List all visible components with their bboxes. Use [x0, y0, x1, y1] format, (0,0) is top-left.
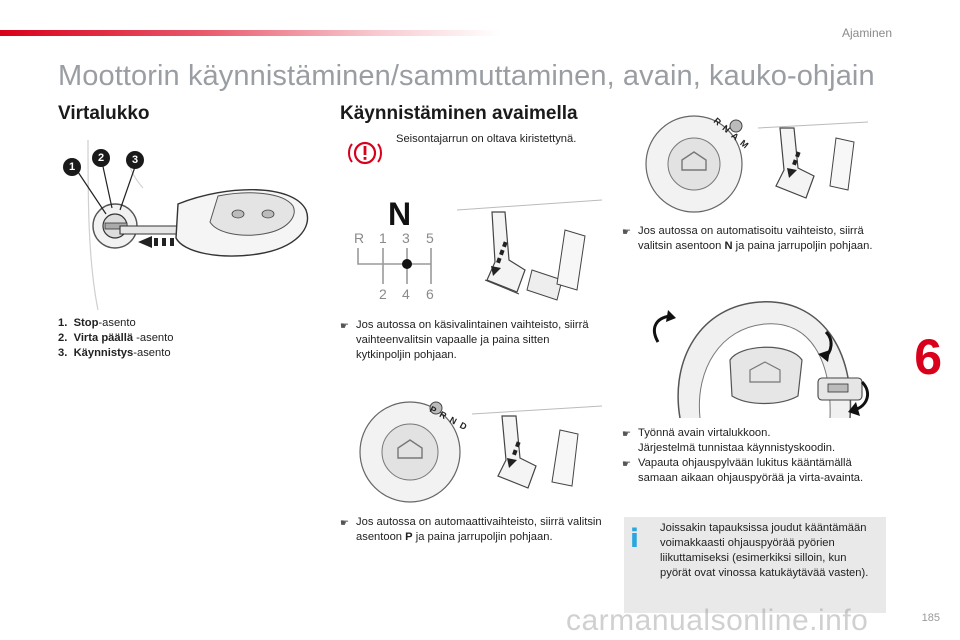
start-steps-list [622, 426, 884, 486]
page-number: 185 [921, 612, 940, 624]
selector-n-letters: R N A M [711, 115, 751, 151]
arrow-bullet-icon: ☛ [622, 227, 631, 238]
info-text: Joissakin tapauksissa joudut kääntämään voimakkaasti ohjauspyörää pyörien liikuttamiseksi (esimerkiksi silloin, kun pyörät ovat vinossa katukäytävää vasten). [660, 522, 869, 579]
gear-label-r: R [354, 230, 365, 246]
kaynnistaminen-heading: Käynnistäminen avaimella [340, 103, 578, 124]
gear-selected-label: N [388, 196, 412, 232]
virtalukko-heading: Virtalukko [58, 103, 150, 124]
gear-label-5: 5 [426, 230, 434, 246]
position-item-virta: 2. Virta päällä -asento [58, 332, 174, 344]
gear-label-3: 3 [402, 230, 410, 246]
automatic-selector-p-illustration [358, 396, 473, 496]
header-accent-bar [0, 30, 500, 36]
ignition-positions-list [58, 316, 298, 361]
clutch-pedal-illustration [457, 200, 602, 305]
automatic-gearbox-instruction: ☛ Jos autossa on automaattivaihteisto, siirrä valitsin asentoon P ja paina jarrupoljin pohjaan. [340, 516, 602, 543]
warning-text: Seisontajarrun on oltava kiristettynä. [396, 133, 577, 145]
automated-gearbox-instruction: ☛ Jos autossa on automatisoitu vaihteisto, siirrä valitsin asentoon N ja paina jarrupoljin pohjaan. [622, 225, 873, 252]
gear-shift-pattern [350, 230, 450, 300]
position-item-kaynnistys: 3. Käynnistys-asento [58, 347, 171, 359]
page-title: Moottorin käynnistäminen/sammuttaminen, avain, kauko-ohjain [58, 60, 875, 92]
arrow-bullet-icon: ☛ [340, 321, 349, 332]
gear-label-4: 4 [402, 286, 410, 302]
callout-3-badge: 3 [126, 151, 144, 169]
manual-gearbox-instruction: ☛ Jos autossa on käsivalintainen vaihteisto, siirrä vaihteenvalitsin vapaalle ja paina sitten kytkinpoljin pohjaan. [340, 319, 589, 361]
selector-p-letters: P R N D [428, 404, 469, 432]
position-item-stop: 1. Stop-asento [58, 317, 136, 329]
callout-1-badge: 1 [63, 158, 81, 176]
brake-pedal-illustration-p [472, 402, 602, 497]
arrow-bullet-icon: ☛ [622, 459, 631, 470]
warning-icon [347, 140, 383, 166]
chapter-number: 6 [914, 329, 942, 385]
steering-wheel-illustration [640, 300, 885, 418]
info-icon: i [630, 524, 639, 554]
gear-label-1: 1 [379, 230, 387, 246]
step-insert-key: ☛ Työnnä avain virtalukkoon. Järjestelmä tunnistaa käynnistyskoodin. [622, 427, 836, 454]
gear-pattern-lines [350, 230, 450, 302]
section-title: Ajaminen [841, 26, 892, 40]
arrow-bullet-icon: ☛ [622, 429, 631, 440]
gear-label-2: 2 [379, 286, 387, 302]
watermark: carmanualsonline.info [566, 604, 869, 637]
step-release-lock: ☛ Vapauta ohjauspylvään lukitus kääntämällä samaan aikaan ohjauspyörää ja virta-avainta. [622, 457, 864, 484]
callout-2-badge: 2 [92, 149, 110, 167]
gear-label-6: 6 [426, 286, 434, 302]
arrow-bullet-icon: ☛ [340, 518, 349, 529]
brake-pedal-illustration-n [758, 118, 868, 208]
automated-selector-n-illustration [640, 112, 755, 212]
